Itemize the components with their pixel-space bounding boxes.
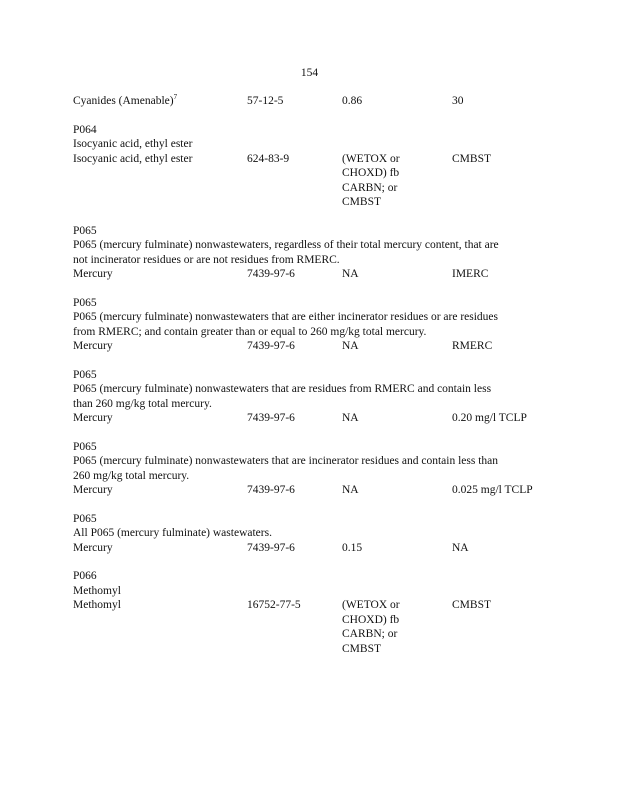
wastewater-standard-cell: NA: [342, 412, 359, 424]
standard-line: CARBN; or: [342, 628, 398, 640]
nonwastewater-standard-cell: 30: [452, 95, 464, 107]
constituent-cell: Mercury: [73, 484, 113, 496]
wastewater-standard-cell: NA: [342, 340, 359, 352]
description-line: not incinerator residues or are not residues from RMERC.: [73, 253, 340, 266]
cas-number-cell: 7439-97-6: [247, 541, 295, 554]
description-line: 260 mg/kg total mercury.: [73, 469, 190, 482]
wastewater-standard-cell: NA: [342, 484, 359, 496]
constituent-cell: Mercury: [73, 541, 113, 554]
table-row: [73, 483, 573, 498]
constituent-cell: Cyanides (Amenable)$^7$: [73, 93, 178, 107]
waste-code-section: [73, 296, 573, 354]
waste-code: P065: [73, 224, 97, 237]
waste-code-section: [73, 512, 573, 556]
waste-description: [73, 526, 543, 541]
constituent-cell: Mercury: [73, 340, 113, 352]
footnote-marker: 7: [173, 93, 178, 102]
nonwastewater-standard-cell: CMBST: [452, 152, 491, 165]
document-body: [73, 94, 573, 656]
nonwastewater-standard-cell: 0.025 mg/l TCLP: [452, 484, 533, 496]
cas-number-cell: 7439-97-6: [247, 484, 295, 496]
table-row: [73, 598, 573, 656]
constituent-cell: Mercury: [73, 268, 113, 280]
wastewater-standard-cell: NA: [342, 268, 359, 280]
wastewater-standard-cell: [342, 152, 432, 210]
standard-line: (WETOX or: [342, 152, 400, 165]
wastewater-standard-cell: [342, 598, 432, 656]
description-line: P065 (mercury fulminate) nonwastewaters, regardless of their total mercury content, that are: [73, 239, 499, 251]
section-heading: Methomyl: [73, 584, 121, 597]
standard-line: CHOXD) fb: [342, 167, 400, 179]
description-line: P065 (mercury fulminate) nonwastewaters that are either incinerator residues or are residues: [73, 311, 499, 323]
nonwastewater-standard-cell: 0.20 mg/l TCLP: [452, 412, 527, 424]
waste-code: P065: [73, 368, 97, 381]
constituent-cell: Methomyl: [73, 599, 121, 611]
waste-description: [73, 454, 543, 483]
waste-code-section: [73, 569, 573, 656]
section-heading: Isocyanic acid, ethyl ester: [73, 138, 193, 150]
standard-line: CHOXD) fb: [342, 613, 400, 626]
description-line: P065 (mercury fulminate) nonwastewaters that are incinerator residues and contain less than: [73, 455, 499, 467]
page-number: 154: [300, 67, 319, 79]
cas-number-cell: 7439-97-6: [247, 340, 295, 352]
waste-code-section: [73, 368, 573, 426]
table-row: [73, 339, 573, 354]
waste-code: P065: [73, 440, 97, 453]
description-line: P065 (mercury fulminate) nonwastewaters that are residues from RMERC and contain less: [73, 383, 492, 395]
description-line: than 260 mg/kg total mercury.: [73, 397, 212, 410]
table-row: [73, 267, 573, 282]
constituent-cell: Isocyanic acid, ethyl ester: [73, 152, 193, 165]
description-line: All P065 (mercury fulminate) wastewaters.: [73, 527, 272, 539]
waste-code-section: [73, 224, 573, 282]
waste-code: P066: [73, 570, 97, 582]
standard-line: CMBST: [342, 196, 381, 208]
waste-description: [73, 310, 543, 339]
cas-number-cell: 7439-97-6: [247, 268, 295, 280]
cas-number-cell: 16752-77-5: [247, 599, 301, 611]
waste-code: P064: [73, 123, 97, 136]
waste-description: [73, 238, 543, 267]
cas-number-cell: 7439-97-6: [247, 412, 295, 424]
table-row: [73, 541, 573, 556]
standard-line: CMBST: [342, 642, 381, 655]
table-row: [73, 94, 573, 109]
waste-code: P065: [73, 512, 97, 525]
waste-code-section: [73, 123, 573, 210]
nonwastewater-standard-cell: IMERC: [452, 268, 489, 280]
nonwastewater-standard-cell: RMERC: [452, 340, 493, 352]
nonwastewater-standard-cell: CMBST: [452, 599, 491, 611]
wastewater-standard-cell: 0.86: [342, 95, 363, 107]
wastewater-standard-cell: 0.15: [342, 541, 363, 554]
waste-code: P065: [73, 296, 97, 309]
description-line: from RMERC; and contain greater than or equal to 260 mg/kg total mercury.: [73, 325, 427, 338]
table-row: [73, 152, 573, 210]
standard-line: CARBN; or: [342, 181, 398, 194]
nonwastewater-standard-cell: NA: [452, 541, 469, 554]
cas-number-cell: 57-12-5: [247, 95, 284, 107]
table-row: [73, 411, 573, 426]
waste-code-section: [73, 440, 573, 498]
standard-line: (WETOX or: [342, 599, 400, 611]
waste-description: [73, 382, 543, 411]
constituent-cell: Mercury: [73, 412, 113, 424]
cas-number-cell: 624-83-9: [247, 152, 290, 165]
